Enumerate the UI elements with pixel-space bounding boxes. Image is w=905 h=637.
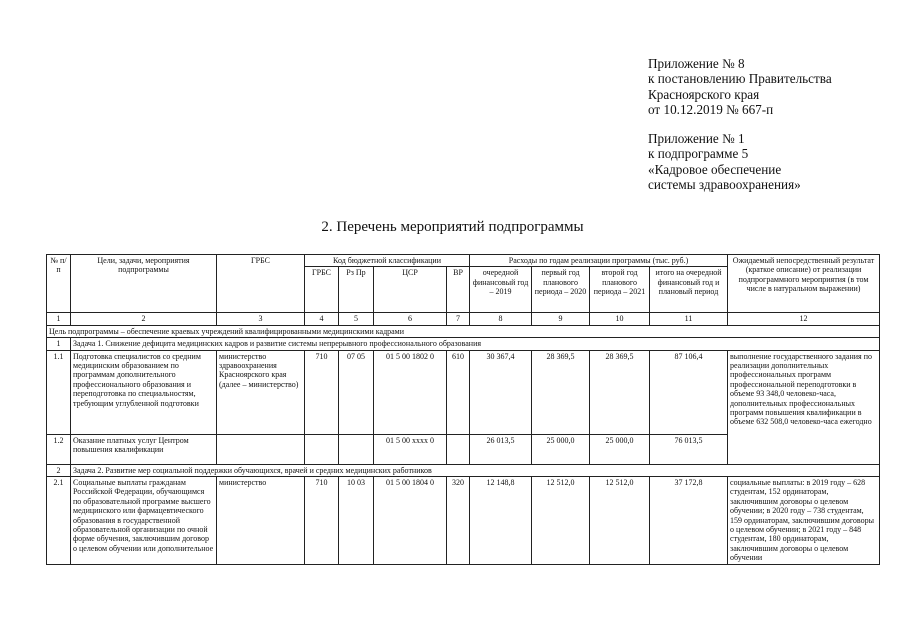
subprogram-appendix-block xyxy=(648,131,832,192)
row-num: 2.1 xyxy=(47,477,71,565)
row-2019: 30 367,4 xyxy=(470,350,532,434)
row-csr: 01 5 00 1802 0 xyxy=(374,350,447,434)
header-csr: ЦСР xyxy=(374,267,447,313)
row-rzpr: 10 03 xyxy=(339,477,374,565)
header-budget-code: Код бюджетной классификации xyxy=(305,255,470,267)
task-text: Задача 2. Развитие мер социальной поддержки обучающихся, врачей и средних медицинских работников xyxy=(71,464,880,476)
row-grbs-code xyxy=(305,434,339,464)
column-numbers-row xyxy=(47,313,880,325)
row-grbs-code: 710 xyxy=(305,350,339,434)
row-vr xyxy=(447,434,470,464)
row-result: социальные выплаты: в 2019 году – 628 студентам, 152 ординаторам, заключившим договоры о целевом обучении; в 2020 году – 738 студентам, 159 ординаторам, заключившим договоры о целевом обучении; в 2021 году – 848 студентам, 180 ординаторам, заключившим договоры о целевом обучении xyxy=(728,477,880,565)
header-vr: ВР xyxy=(447,267,470,313)
row-name: Оказание платных услуг Центром повышения квалификации xyxy=(71,434,217,464)
row-total: 76 013,5 xyxy=(650,434,728,464)
row-2019: 12 148,8 xyxy=(470,477,532,565)
row-rzpr: 07 05 xyxy=(339,350,374,434)
header-num: № п/п xyxy=(47,255,71,313)
row-grbs xyxy=(217,434,305,464)
header-expenses: Расходы по годам реализации программы (тыс. руб.) xyxy=(470,255,728,267)
appendix-line: к постановлению Правительства xyxy=(648,71,832,87)
table-row xyxy=(47,350,880,434)
document-title: 2. Перечень мероприятий подпрограммы xyxy=(321,219,584,235)
colnum: 5 xyxy=(339,313,374,325)
row-name: Социальные выплаты гражданам Российской Федерации, обучающимся по образовательной программе высшего медицинского или фармацевтического образования в государственной образовательной организации по очной форме обучения, заключившим договор о целевом обучении или дополнительное xyxy=(71,477,217,565)
header-goals: Цели, задачи, мероприятия подпрограммы xyxy=(71,255,217,313)
row-rzpr xyxy=(339,434,374,464)
row-grbs: министерство здравоохранения Красноярского края (далее – министерство) xyxy=(217,350,305,434)
row-2020: 12 512,0 xyxy=(532,477,590,565)
row-grbs: министерство xyxy=(217,477,305,565)
colnum: 8 xyxy=(470,313,532,325)
row-name: Подготовка специалистов со средним медицинским образованием по программам дополнительного профессионального образования и переподготовка по специальностям, требующим углубленной подготовки xyxy=(71,350,217,434)
colnum: 2 xyxy=(71,313,217,325)
appendix-header xyxy=(648,56,832,192)
header-total: итого на очередной финансовый год и плановый период xyxy=(650,267,728,313)
colnum: 10 xyxy=(590,313,650,325)
colnum: 6 xyxy=(374,313,447,325)
header-2020: первый год планового периода – 2020 xyxy=(532,267,590,313)
row-2021: 25 000,0 xyxy=(590,434,650,464)
appendix-line: к подпрограмме 5 xyxy=(648,146,749,162)
appendix-line: от 10.12.2019 № 667-п xyxy=(648,101,774,117)
activities-table xyxy=(46,254,880,565)
appendix-line: «Кадровое обеспечение xyxy=(648,161,782,177)
header-2021: второй год планового периода – 2021 xyxy=(590,267,650,313)
task-num: 1 xyxy=(47,338,71,350)
colnum: 11 xyxy=(650,313,728,325)
header-2019: очередной финансовый год – 2019 xyxy=(470,267,532,313)
table-row xyxy=(47,477,880,565)
header-rzpr: Рз Пр xyxy=(339,267,374,313)
task-row xyxy=(47,464,880,476)
row-2020: 25 000,0 xyxy=(532,434,590,464)
row-result: выполнение государственного задания по реализации дополнительных профессиональных программ профессиональной переподготовки в объеме 93 348,0 человеко-часа, дополнительных профессиональных программ повышения квалификации в объеме 632 508,0 человеко-часа ежегодно xyxy=(728,350,880,464)
row-vr: 320 xyxy=(447,477,470,565)
appendix-block xyxy=(648,56,832,117)
colnum: 7 xyxy=(447,313,470,325)
task-text: Задача 1. Снижение дефицита медицинских кадров и развитие системы непрерывного профессионального образования xyxy=(71,338,880,350)
appendix-line: Приложение № 8 xyxy=(648,56,745,71)
row-vr: 610 xyxy=(447,350,470,434)
row-num: 1.2 xyxy=(47,434,71,464)
goal-text: Цель подпрограммы – обеспечение краевых учреждений квалифицированными медицинскими кадрами xyxy=(47,325,880,337)
appendix-line: Красноярского края xyxy=(648,86,760,102)
appendix-line: Приложение № 1 xyxy=(648,131,745,147)
row-total: 87 106,4 xyxy=(650,350,728,434)
row-2021: 28 369,5 xyxy=(590,350,650,434)
task-row xyxy=(47,338,880,350)
colnum: 12 xyxy=(728,313,880,325)
header-grbs: ГРБС xyxy=(217,255,305,313)
colnum: 4 xyxy=(305,313,339,325)
row-2021: 12 512,0 xyxy=(590,477,650,565)
appendix-line: системы здравоохранения» xyxy=(648,177,801,193)
colnum: 1 xyxy=(47,313,71,325)
task-num: 2 xyxy=(47,464,71,476)
row-num: 1.1 xyxy=(47,350,71,434)
table-header-row xyxy=(47,255,880,267)
row-total: 37 172,8 xyxy=(650,477,728,565)
goal-row xyxy=(47,325,880,337)
colnum: 3 xyxy=(217,313,305,325)
row-csr: 01 5 00 хххх 0 xyxy=(374,434,447,464)
row-2019: 26 013,5 xyxy=(470,434,532,464)
row-grbs-code: 710 xyxy=(305,477,339,565)
header-result: Ожидаемый непосредственный результат (краткое описание) от реализации подпрограммного мероприятия (в том числе в натуральном выражении) xyxy=(728,255,880,313)
colnum: 9 xyxy=(532,313,590,325)
header-grbs-code: ГРБС xyxy=(305,267,339,313)
row-csr: 01 5 00 1804 0 xyxy=(374,477,447,565)
row-2020: 28 369,5 xyxy=(532,350,590,434)
